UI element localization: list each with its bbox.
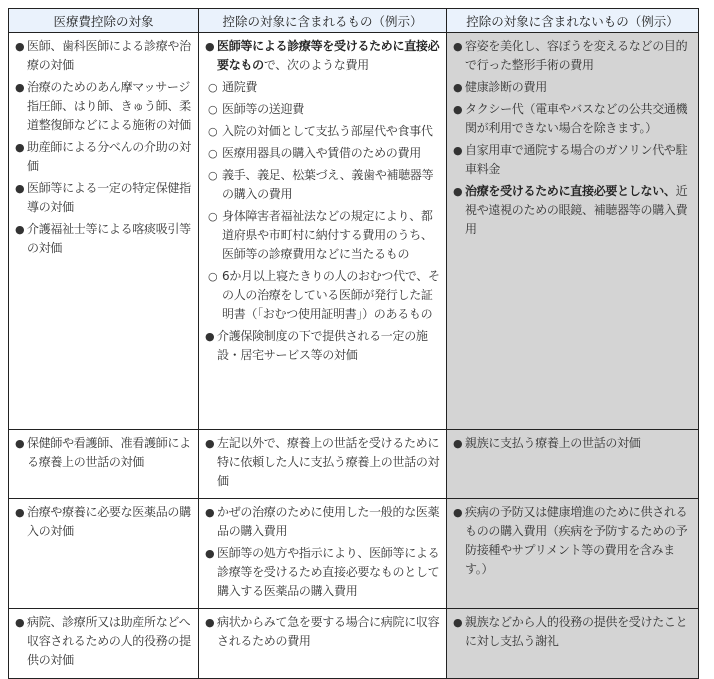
list-item: ● 医師等による一定の特定保健指導の対価 xyxy=(15,181,191,214)
list-item: ● 病院、診療所又は助産所などへ収容されるための人的役務の提供の対価 xyxy=(15,615,191,667)
bullet-icon: ● xyxy=(453,616,463,629)
bullet-icon: ● xyxy=(453,40,463,53)
excluded-cell xyxy=(447,33,699,430)
bullet-icon: ● xyxy=(453,506,463,519)
bullet-icon: ● xyxy=(453,185,463,198)
bullet-icon: ● xyxy=(205,330,215,343)
list-item: ● 左記以外で、療養上の世話を受けるために特に依頼した人に支払う療養上の世話の対価 xyxy=(205,436,440,488)
excluded-cell xyxy=(447,499,699,609)
sub-list-item: ○ 6か月以上寝たきりの人のおむつ代で、その人の治療をしている医師が発行した証明書（「おむつ使用証明書」）のあるもの xyxy=(208,269,440,321)
list-item: ● 医師等による診療等を受けるために直接必要なもので、次のような費用 xyxy=(205,39,440,72)
excluded-cell xyxy=(447,609,699,679)
bullet-icon: ● xyxy=(15,223,25,236)
sub-list-item: ○ 医師等の送迎費 xyxy=(205,100,440,119)
bullet-icon: ● xyxy=(205,616,215,629)
bullet-icon: ● xyxy=(205,437,215,450)
bullet-icon: ● xyxy=(453,103,463,116)
included-cell xyxy=(199,430,447,499)
list-item: ● 自家用車で通院する場合のガソリン代や駐車料金 xyxy=(453,143,688,176)
list-item: ● 治療や療養に必要な医薬品の購入の対価 xyxy=(15,505,191,538)
sub-list-item: ○ 入院の対価として支払う部屋代や食事代 xyxy=(205,122,440,141)
list-item: ● 親族に支払う療養上の世話の対価 xyxy=(453,434,692,453)
table-row xyxy=(9,499,699,609)
list-item: ● 治療のためのあん摩マッサージ指圧師、はり師、きゅう師、柔道整復師などによる施術の対価 xyxy=(15,80,191,132)
sub-list-item: ○ 義手、義足、松葉づえ、義歯や補聴器等の購入の費用 xyxy=(208,168,434,201)
list-item: ● 保健師や看護師、准看護師による療養上の世話の対価 xyxy=(15,436,191,469)
table-row xyxy=(9,609,699,679)
header-included: 控除の対象に含まれるもの（例示） xyxy=(199,9,447,33)
circle-icon: ○ xyxy=(208,169,218,182)
list-item: ● 医師等の処方や指示により、医師等による診療等を受けるため直接必要なものとして購入する医薬品の購入費用 xyxy=(205,546,440,598)
list-item: ● かぜの治療のために使用した一般的な医薬品の購入費用 xyxy=(205,505,440,538)
list-item: ● タクシー代（電車やバスなどの公共交通機関が利用できない場合を除きます。） xyxy=(453,102,688,135)
list-item: ● 介護福祉士等による喀痰吸引等の対価 xyxy=(15,222,191,255)
target-cell xyxy=(9,499,199,609)
table-row xyxy=(9,33,699,430)
list-item: ● 容姿を美化し、容ぼうを変えるなどの目的で行った整形手術の費用 xyxy=(453,39,688,72)
target-cell xyxy=(9,609,199,679)
table-row xyxy=(9,430,699,499)
included-cell xyxy=(199,33,447,430)
included-cell xyxy=(199,609,447,679)
excluded-cell xyxy=(447,430,699,499)
bullet-icon: ● xyxy=(453,437,463,450)
sub-list-item: ○ 医療用器具の購入や賃借のための費用 xyxy=(205,144,440,163)
list-item: ● 医師、歯科医師による診療や治療の対価 xyxy=(15,39,191,72)
bullet-icon: ● xyxy=(15,81,25,94)
list-item: ● 治療を受けるために直接必要としない、近視や遠視のための眼鏡、補聴器等の購入費用 xyxy=(453,184,688,236)
bullet-icon: ● xyxy=(205,40,215,53)
included-cell xyxy=(199,499,447,609)
bullet-icon: ● xyxy=(205,506,215,519)
circle-icon: ○ xyxy=(208,81,218,94)
bullet-icon: ● xyxy=(15,506,25,519)
header-excluded: 控除の対象に含まれないもの（例示） xyxy=(447,9,699,33)
medical-deduction-table xyxy=(8,8,699,679)
circle-icon: ○ xyxy=(208,270,218,283)
header-target: 医療費控除の対象 xyxy=(9,9,199,33)
circle-icon: ○ xyxy=(208,125,218,138)
list-item: ● 介護保険制度の下で提供される一定の施設・居宅サービス等の対価 xyxy=(205,329,428,362)
bullet-icon: ● xyxy=(453,144,463,157)
sub-list-item: ○ 通院費 xyxy=(205,78,440,97)
list-item: ● 親族などから人的役務の提供を受けたことに対し支払う謝礼 xyxy=(453,615,688,648)
bullet-icon: ● xyxy=(453,81,463,94)
target-cell xyxy=(9,33,199,430)
circle-icon: ○ xyxy=(208,103,218,116)
circle-icon: ○ xyxy=(208,147,218,160)
bullet-icon: ● xyxy=(15,141,25,154)
target-cell xyxy=(9,430,199,499)
list-item: ● 病状からみて急を要する場合に病院に収容されるための費用 xyxy=(205,615,440,648)
header-row xyxy=(9,9,699,33)
sub-list-item: ○ 身体障害者福祉法などの規定により、都道府県や市町村に納付する費用のうち、医師等の診療費用などに当たるもの xyxy=(208,209,433,261)
list-item: ● 健康診断の費用 xyxy=(453,78,692,97)
bullet-icon: ● xyxy=(15,437,25,450)
bullet-icon: ● xyxy=(205,547,215,560)
bullet-icon: ● xyxy=(15,40,25,53)
bullet-icon: ● xyxy=(15,616,25,629)
circle-icon: ○ xyxy=(208,210,218,223)
list-item: ● 疾病の予防又は健康増進のために供されるものの購入費用（疾病を予防するための予防接種やサプリメント等の費用を含みます。） xyxy=(453,505,688,576)
bullet-icon: ● xyxy=(15,182,25,195)
list-item: ● 助産師による分べんの介助の対価 xyxy=(15,140,191,173)
